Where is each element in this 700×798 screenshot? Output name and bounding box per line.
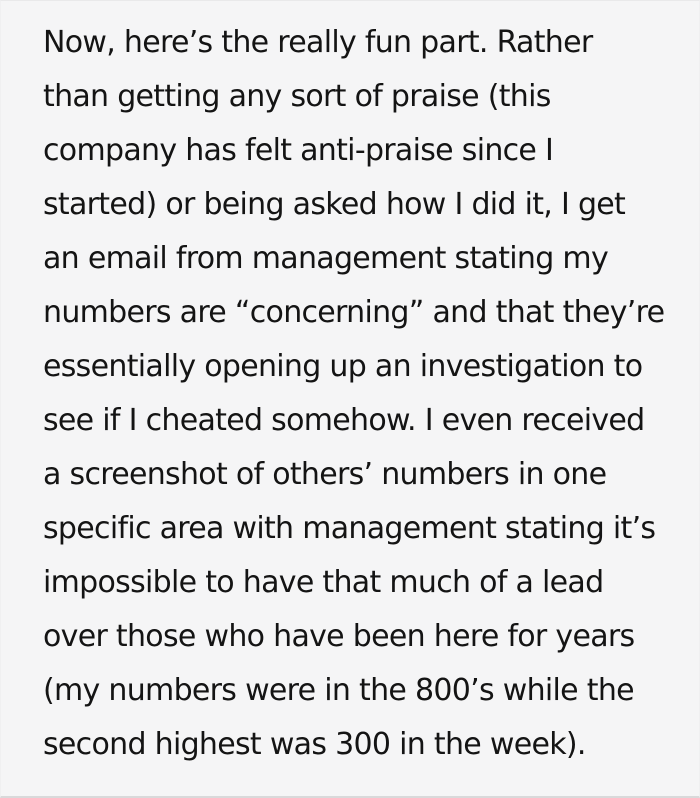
quote-paragraph [1,1,699,772]
quote-line: over those who have been here for years [43,619,635,654]
quote-line: than getting any sort of praise (this [43,79,551,114]
quote-line: see if I cheated somehow. I even received [43,403,645,438]
quote-line: (my numbers were in the 800’s while the [43,673,634,708]
quote-line: started) or being asked how I did it, I get [43,187,626,222]
quote-line: Now, here’s the really fun part. Rather [43,25,593,60]
quote-line: essentially opening up an investigation to [43,349,643,384]
quote-line: a screenshot of others’ numbers in one [43,457,607,492]
quote-line: specific area with management stating it’s [43,511,656,546]
quote-line: impossible to have that much of a lead [43,565,604,600]
quote-line: second highest was 300 in the week). [43,727,586,762]
quote-line: company has felt anti-praise since I [43,133,554,168]
quote-line: an email from management stating my [43,241,608,276]
quote-line: numbers are “concerning” and that they’re [43,295,665,330]
